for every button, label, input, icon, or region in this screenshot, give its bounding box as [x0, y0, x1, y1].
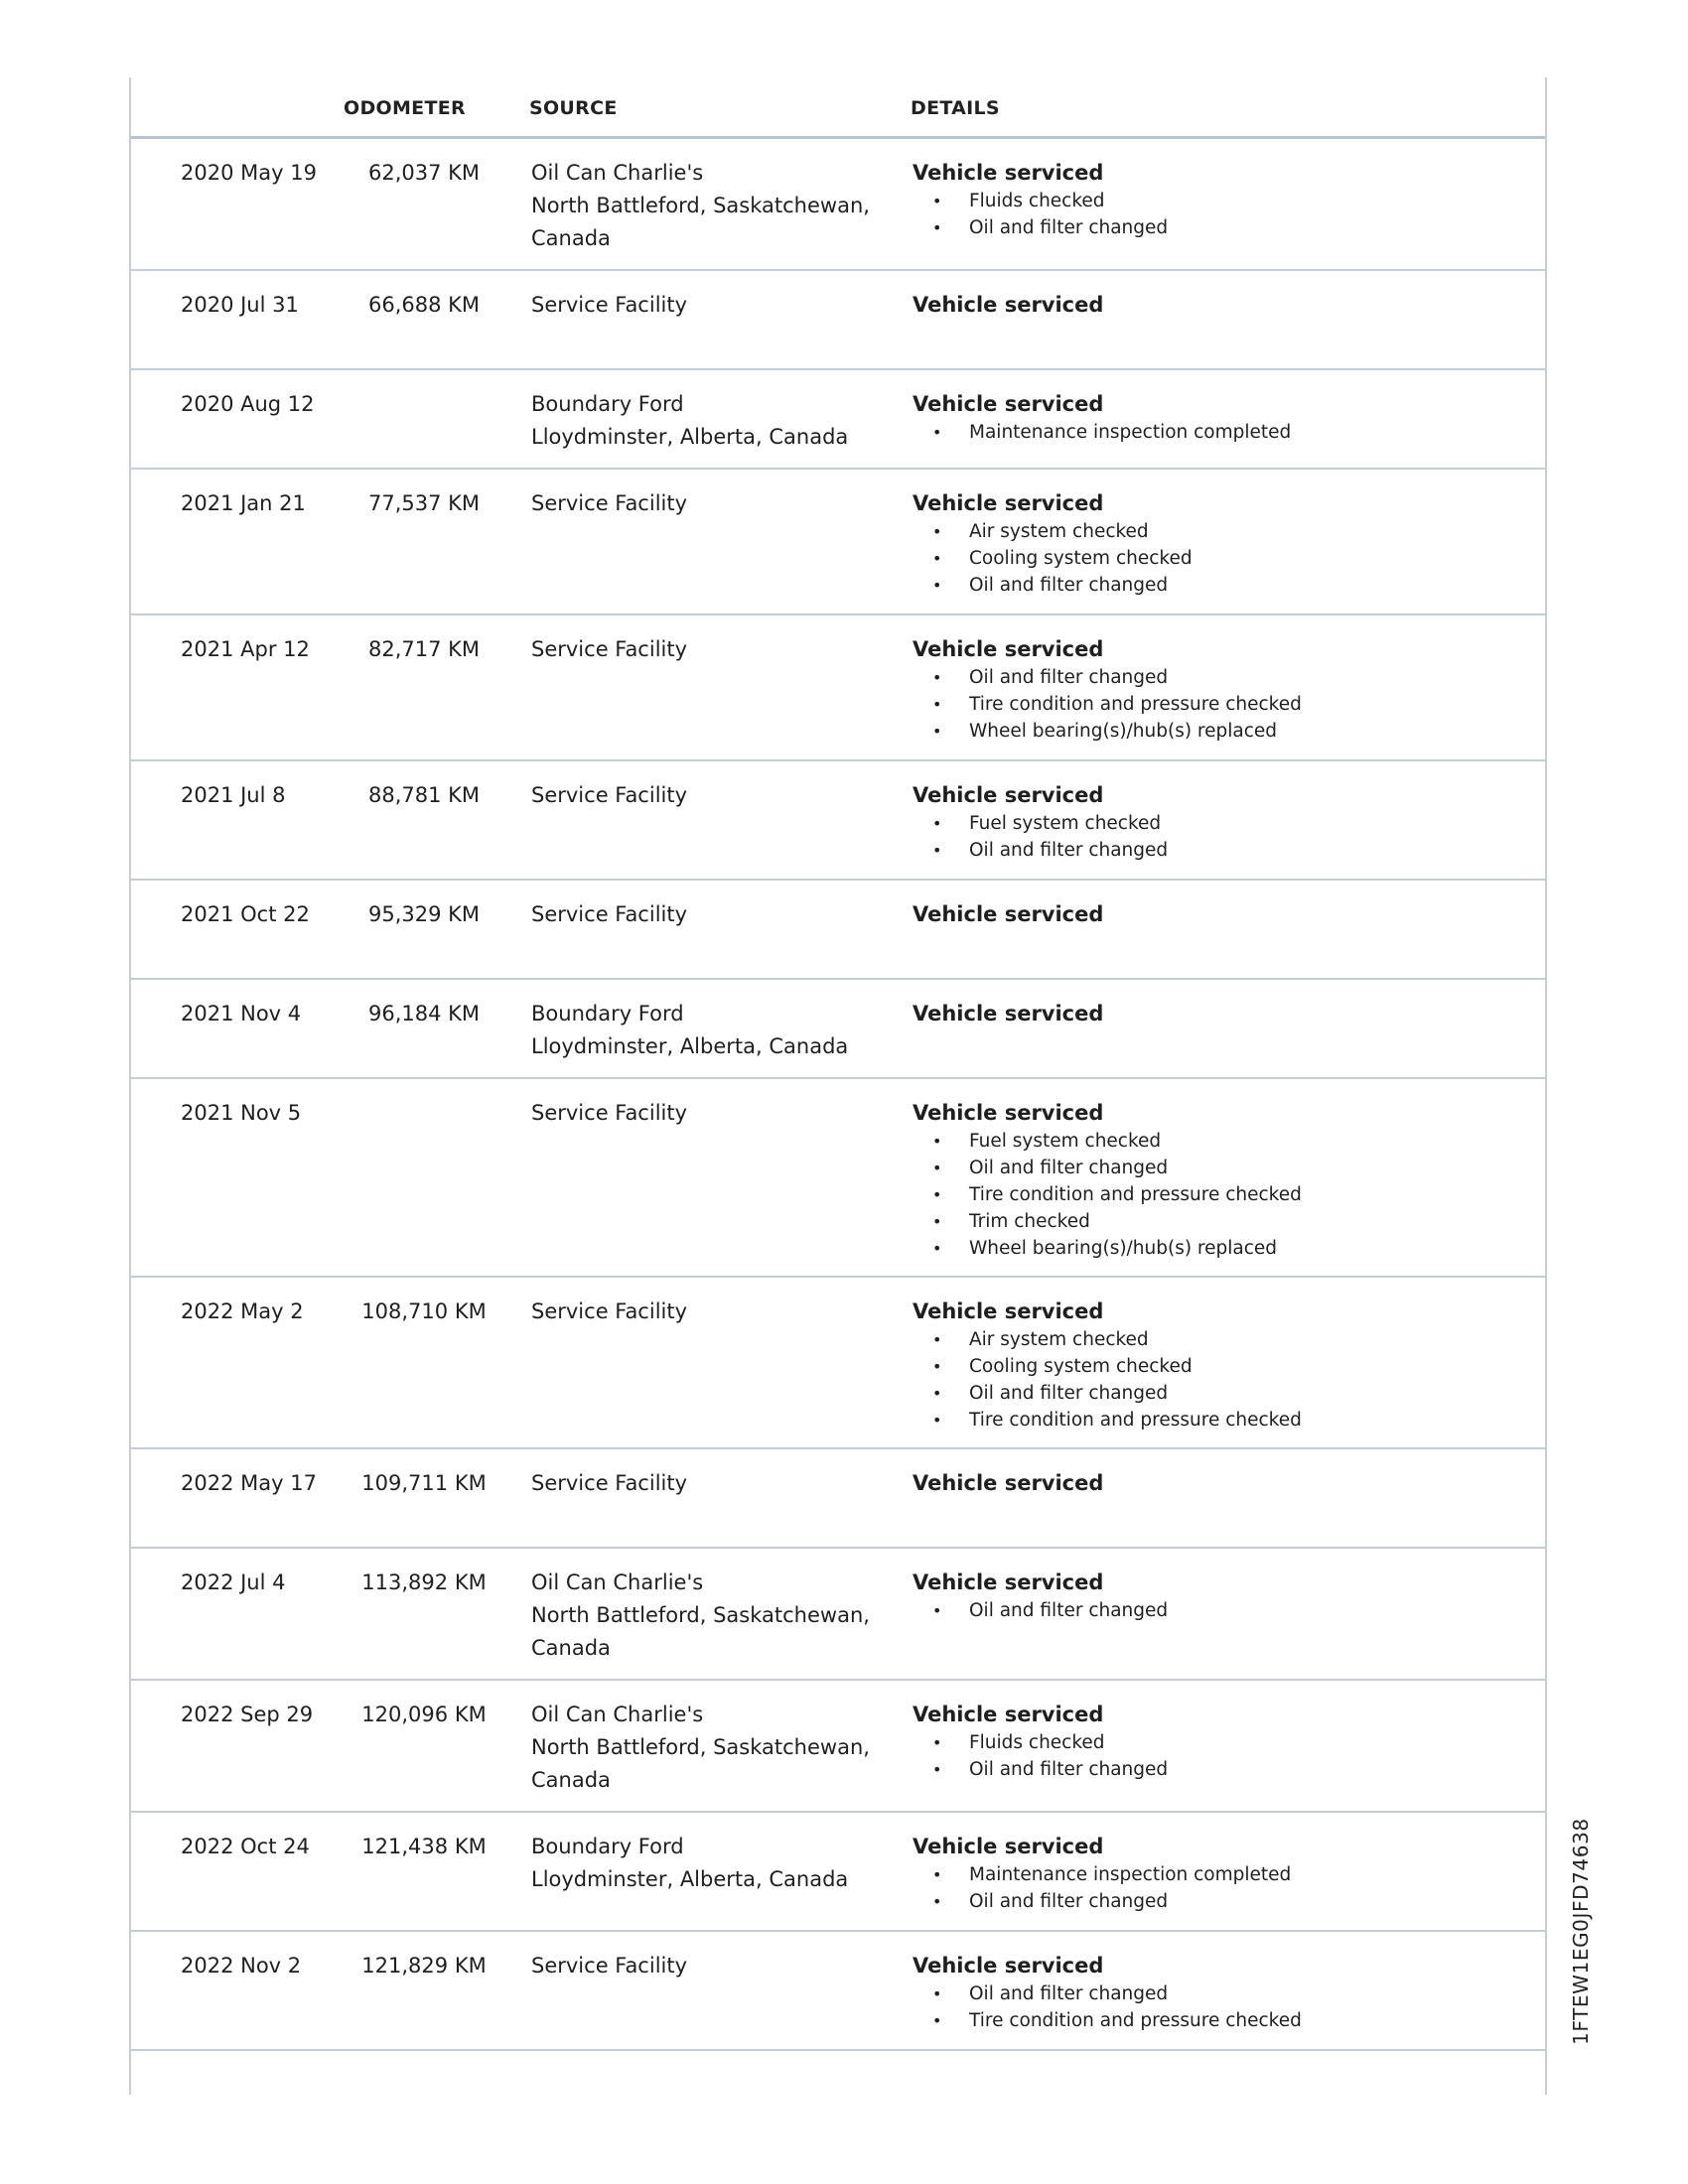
- source-line: Canada: [531, 1768, 611, 1792]
- source-line: Service Facility: [531, 902, 688, 926]
- details-item-text: Oil and filter changed: [969, 1891, 1169, 1912]
- source-line: Oil Can Charlie's: [531, 161, 704, 185]
- details-list: [913, 1597, 1528, 1624]
- details-list: [913, 1326, 1528, 1433]
- row-odometer: 96,184 KM: [367, 1002, 481, 1025]
- row-source: [531, 1567, 899, 1665]
- table-row: [131, 271, 1545, 370]
- details-item-text: Fuel system checked: [969, 1131, 1162, 1152]
- row-details: [913, 779, 1528, 864]
- source-line: Canada: [531, 226, 611, 250]
- bullet-icon: •: [932, 1185, 942, 1204]
- row-details: [913, 1567, 1528, 1624]
- details-title: Vehicle serviced: [913, 1471, 1104, 1495]
- row-date: 2020 Jul 31: [181, 293, 299, 317]
- header-odometer: ODOMETER: [344, 97, 466, 119]
- row-date: 2022 May 17: [181, 1471, 317, 1495]
- details-title: Vehicle serviced: [913, 1703, 1104, 1726]
- details-title: Vehicle serviced: [913, 1002, 1104, 1025]
- row-odometer: 108,710 KM: [361, 1299, 487, 1323]
- row-details: [913, 1831, 1528, 1915]
- bullet-icon: •: [932, 1760, 942, 1779]
- bullet-icon: •: [932, 668, 942, 687]
- details-item: [913, 691, 1528, 718]
- details-item-text: Oil and filter changed: [969, 667, 1169, 688]
- bullet-icon: •: [932, 1212, 942, 1231]
- bullet-icon: •: [932, 2011, 942, 2030]
- table-row: [131, 1549, 1545, 1681]
- bullet-icon: •: [932, 549, 942, 568]
- details-list: [913, 188, 1528, 241]
- row-details: [913, 1467, 1528, 1500]
- table-row: [131, 980, 1545, 1079]
- row-source: [531, 487, 899, 520]
- table-row: [131, 370, 1545, 470]
- row-details: [913, 289, 1528, 322]
- vin-number: 1FTEW1EG0JFD74638: [1569, 1818, 1593, 2045]
- row-date: 2021 Nov 5: [181, 1101, 302, 1125]
- row-details: [913, 1699, 1528, 1783]
- row-source: [531, 633, 899, 666]
- source-line: North Battleford, Saskatchewan,: [531, 1735, 870, 1759]
- source-line: Service Facility: [531, 1471, 688, 1495]
- details-item-text: Air system checked: [969, 1329, 1149, 1350]
- bullet-icon: •: [932, 423, 942, 442]
- row-odometer: 95,329 KM: [367, 902, 481, 926]
- details-item: [913, 572, 1528, 599]
- details-item-text: Wheel bearing(s)/hub(s) replaced: [969, 1238, 1278, 1259]
- table-row: [131, 1681, 1545, 1813]
- details-item: [913, 664, 1528, 691]
- table-row: [131, 1813, 1545, 1932]
- table-body: [131, 139, 1545, 2051]
- row-date: 2021 Jan 21: [181, 491, 306, 515]
- source-line: Canada: [531, 1636, 611, 1660]
- row-details: [913, 633, 1528, 745]
- row-date: 2021 Jul 8: [181, 783, 286, 807]
- details-title: Vehicle serviced: [913, 902, 1104, 926]
- row-source: [531, 998, 899, 1063]
- details-item-text: Oil and filter changed: [969, 1983, 1169, 2004]
- details-item: [913, 1756, 1528, 1783]
- row-source: [531, 1950, 899, 1982]
- details-item: [913, 1861, 1528, 1888]
- row-odometer: 121,829 KM: [361, 1954, 487, 1978]
- source-line: Service Facility: [531, 491, 688, 515]
- details-item: [913, 1380, 1528, 1407]
- details-item: [913, 518, 1528, 545]
- row-details: [913, 898, 1528, 931]
- bullet-icon: •: [932, 722, 942, 741]
- row-details: [913, 487, 1528, 599]
- details-list: [913, 664, 1528, 745]
- bullet-icon: •: [932, 1357, 942, 1376]
- bullet-icon: •: [932, 576, 942, 595]
- details-item-text: Fuel system checked: [969, 813, 1162, 834]
- details-item-text: Oil and filter changed: [969, 217, 1169, 238]
- row-source: [531, 1296, 899, 1328]
- details-item-text: Oil and filter changed: [969, 1383, 1169, 1404]
- source-line: Service Facility: [531, 637, 688, 661]
- details-list: [913, 1861, 1528, 1915]
- source-line: Boundary Ford: [531, 1002, 684, 1025]
- source-line: Lloydminster, Alberta, Canada: [531, 1034, 849, 1058]
- details-item-text: Air system checked: [969, 521, 1149, 542]
- details-item: [913, 837, 1528, 864]
- bullet-icon: •: [932, 218, 942, 237]
- details-item: [913, 1729, 1528, 1756]
- row-date: 2021 Oct 22: [181, 902, 310, 926]
- details-item: [913, 1888, 1528, 1915]
- source-line: Boundary Ford: [531, 1835, 684, 1858]
- source-line: North Battleford, Saskatchewan,: [531, 1603, 870, 1627]
- bullet-icon: •: [932, 1865, 942, 1884]
- details-item-text: Oil and filter changed: [969, 1158, 1169, 1178]
- row-date: 2020 Aug 12: [181, 392, 315, 416]
- row-date: 2021 Nov 4: [181, 1002, 302, 1025]
- bullet-icon: •: [932, 1159, 942, 1177]
- details-item-text: Fluids checked: [969, 1732, 1105, 1753]
- bullet-icon: •: [932, 1411, 942, 1430]
- source-line: Service Facility: [531, 1954, 688, 1978]
- details-item-text: Tire condition and pressure checked: [969, 2010, 1302, 2031]
- details-item: [913, 419, 1528, 446]
- details-list: [913, 1729, 1528, 1783]
- details-title: Vehicle serviced: [913, 392, 1104, 416]
- source-line: North Battleford, Saskatchewan,: [531, 194, 870, 217]
- table-row: [131, 881, 1545, 980]
- details-item: [913, 214, 1528, 241]
- row-odometer: 77,537 KM: [367, 491, 481, 515]
- details-item-text: Cooling system checked: [969, 1356, 1193, 1377]
- row-date: 2021 Apr 12: [181, 637, 310, 661]
- details-title: Vehicle serviced: [913, 491, 1104, 515]
- source-line: Oil Can Charlie's: [531, 1570, 704, 1594]
- row-odometer: 120,096 KM: [361, 1703, 487, 1726]
- details-item-text: Trim checked: [969, 1211, 1090, 1232]
- row-details: [913, 157, 1528, 241]
- details-item-text: Tire condition and pressure checked: [969, 694, 1302, 715]
- row-odometer: 88,781 KM: [367, 783, 481, 807]
- row-date: 2022 May 2: [181, 1299, 304, 1323]
- header-details: DETAILS: [911, 97, 1000, 119]
- details-item-text: Oil and filter changed: [969, 1600, 1169, 1621]
- service-history-table: [129, 77, 1547, 2095]
- row-details: [913, 1950, 1528, 2034]
- details-title: Vehicle serviced: [913, 1101, 1104, 1125]
- source-line: Service Facility: [531, 1101, 688, 1125]
- row-source: [531, 779, 899, 812]
- table-row: [131, 1932, 1545, 2051]
- details-title: Vehicle serviced: [913, 293, 1104, 317]
- details-title: Vehicle serviced: [913, 1954, 1104, 1978]
- row-odometer: 62,037 KM: [367, 161, 481, 185]
- details-item: [913, 1181, 1528, 1208]
- table-row: [131, 470, 1545, 615]
- source-line: Oil Can Charlie's: [531, 1703, 704, 1726]
- row-source: [531, 898, 899, 931]
- source-line: Lloydminster, Alberta, Canada: [531, 425, 849, 449]
- row-date: 2020 May 19: [181, 161, 317, 185]
- table-row: [131, 615, 1545, 761]
- row-source: [531, 1831, 899, 1896]
- details-title: Vehicle serviced: [913, 783, 1104, 807]
- source-line: Service Facility: [531, 1299, 688, 1323]
- row-date: 2022 Oct 24: [181, 1835, 310, 1858]
- source-line: Boundary Ford: [531, 392, 684, 416]
- row-source: [531, 1097, 899, 1130]
- bullet-icon: •: [932, 1733, 942, 1752]
- row-source: [531, 388, 899, 454]
- bullet-icon: •: [932, 1132, 942, 1151]
- table-row: [131, 1449, 1545, 1549]
- details-item: [913, 1407, 1528, 1433]
- row-details: [913, 1296, 1528, 1433]
- details-item: [913, 1980, 1528, 2007]
- row-date: 2022 Sep 29: [181, 1703, 314, 1726]
- details-list: [913, 810, 1528, 864]
- details-item-text: Maintenance inspection completed: [969, 422, 1292, 443]
- row-source: [531, 157, 899, 255]
- bullet-icon: •: [932, 192, 942, 210]
- details-item-text: Oil and filter changed: [969, 575, 1169, 596]
- bullet-icon: •: [932, 1601, 942, 1620]
- details-item: [913, 1326, 1528, 1353]
- row-date: 2022 Nov 2: [181, 1954, 302, 1978]
- bullet-icon: •: [932, 1330, 942, 1349]
- details-item: [913, 718, 1528, 745]
- details-title: Vehicle serviced: [913, 637, 1104, 661]
- details-item-text: Wheel bearing(s)/hub(s) replaced: [969, 721, 1278, 742]
- details-item: [913, 545, 1528, 572]
- details-item: [913, 1155, 1528, 1181]
- source-line: Service Facility: [531, 293, 688, 317]
- details-item: [913, 1235, 1528, 1262]
- row-source: [531, 1467, 899, 1500]
- source-line: Service Facility: [531, 783, 688, 807]
- bullet-icon: •: [932, 841, 942, 860]
- row-source: [531, 1699, 899, 1797]
- bullet-icon: •: [932, 522, 942, 541]
- details-item: [913, 1597, 1528, 1624]
- details-item-text: Maintenance inspection completed: [969, 1864, 1292, 1885]
- details-item-text: Cooling system checked: [969, 548, 1193, 569]
- table-row: [131, 761, 1545, 881]
- row-odometer: 109,711 KM: [361, 1471, 487, 1495]
- row-odometer: 113,892 KM: [361, 1570, 487, 1594]
- details-item: [913, 1353, 1528, 1380]
- details-list: [913, 518, 1528, 599]
- bullet-icon: •: [932, 1892, 942, 1911]
- details-item: [913, 810, 1528, 837]
- details-item-text: Oil and filter changed: [969, 840, 1169, 861]
- source-line: Lloydminster, Alberta, Canada: [531, 1867, 849, 1891]
- bullet-icon: •: [932, 1384, 942, 1403]
- header-source: SOURCE: [529, 97, 618, 119]
- row-odometer: 82,717 KM: [367, 637, 481, 661]
- bullet-icon: •: [932, 1239, 942, 1258]
- row-odometer: 66,688 KM: [367, 293, 481, 317]
- row-details: [913, 998, 1528, 1030]
- bullet-icon: •: [932, 1984, 942, 2003]
- table-row: [131, 139, 1545, 271]
- details-list: [913, 1128, 1528, 1262]
- row-details: [913, 388, 1528, 446]
- details-item-text: Tire condition and pressure checked: [969, 1410, 1302, 1431]
- details-title: Vehicle serviced: [913, 1299, 1104, 1323]
- row-date: 2022 Jul 4: [181, 1570, 286, 1594]
- details-item-text: Tire condition and pressure checked: [969, 1184, 1302, 1205]
- details-item: [913, 2007, 1528, 2034]
- details-item: [913, 1208, 1528, 1235]
- table-row: [131, 1079, 1545, 1278]
- details-item-text: Fluids checked: [969, 191, 1105, 211]
- table-row: [131, 1278, 1545, 1449]
- details-item: [913, 1128, 1528, 1155]
- details-list: [913, 1980, 1528, 2034]
- details-list: [913, 419, 1528, 446]
- row-odometer: 121,438 KM: [361, 1835, 487, 1858]
- details-item-text: Oil and filter changed: [969, 1759, 1169, 1780]
- details-title: Vehicle serviced: [913, 161, 1104, 185]
- details-item: [913, 188, 1528, 214]
- row-source: [531, 289, 899, 322]
- bullet-icon: •: [932, 814, 942, 833]
- details-title: Vehicle serviced: [913, 1570, 1104, 1594]
- bullet-icon: •: [932, 695, 942, 714]
- table-header: [131, 77, 1545, 139]
- details-title: Vehicle serviced: [913, 1835, 1104, 1858]
- row-details: [913, 1097, 1528, 1262]
